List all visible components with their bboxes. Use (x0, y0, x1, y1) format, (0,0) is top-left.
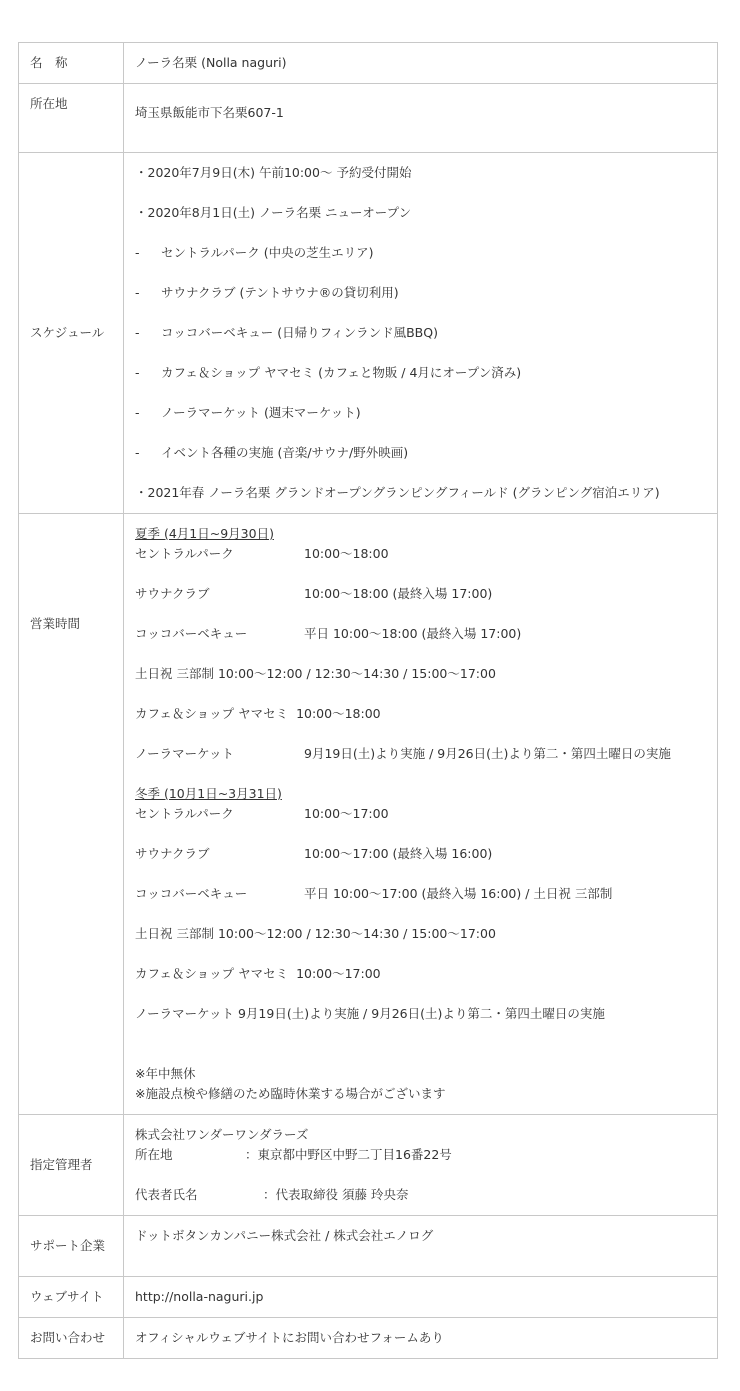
summer-cafe: カフェ＆ショップ ヤマセミ 10:00～18:00 (135, 706, 381, 721)
summer-sauna: サウナクラブ 10:00～18:00 (最終入場 17:00) (135, 586, 493, 601)
summer-central: セントラルパーク 10:00～18:00 (135, 546, 389, 561)
row-name (19, 43, 718, 84)
manager-company: 株式会社ワンダーワンダラーズ (135, 1127, 309, 1142)
value-address: 埼玉県飯能市下名栗607-1 (124, 84, 718, 153)
row-hours (19, 514, 718, 1115)
winter-heading: 冬季 (10月1日~3月31日) (135, 786, 282, 801)
row-address (19, 84, 718, 153)
winter-cafe: カフェ＆ショップ ヤマセミ 10:00～17:00 (135, 966, 381, 981)
row-schedule (19, 153, 718, 514)
schedule-item: ・2020年7月9日(木) 午前10:00～ 予約受付開始 (135, 165, 412, 180)
summer-market: ノーラマーケット 9月19日(土)より実施 / 9月26日(土)より第二・第四土曜日の実施 (135, 746, 671, 761)
schedule-item: - ノーラマーケット (週末マーケット) (135, 405, 361, 420)
manager-representative: 代表者氏名 ：代表取締役 須藤 玲央奈 (135, 1187, 409, 1202)
winter-market: ノーラマーケット 9月19日(土)より実施 / 9月26日(土)より第二・第四土曜日の実施 (135, 1006, 605, 1021)
value-schedule (124, 153, 718, 514)
label-name: 名 称 (19, 43, 124, 84)
schedule-item: - イベント各種の実施 (音楽/サウナ/野外映画) (135, 445, 409, 460)
schedule-item: - セントラルパーク (中央の芝生エリア) (135, 245, 374, 260)
label-hours: 営業時間 (19, 514, 124, 1115)
winter-sauna: サウナクラブ 10:00～17:00 (最終入場 16:00) (135, 846, 493, 861)
row-support (19, 1216, 718, 1277)
schedule-item: ・2021年春 ノーラ名栗 グランドオープングランピングフィールド (グランピング宿泊エリア) (135, 485, 660, 500)
schedule-item: - サウナクラブ (テントサウナ®の貸切利用) (135, 285, 399, 300)
summer-weekend: 土日祝 三部制 10:00～12:00 / 12:30～14:30 / 15:00～17:00 (135, 666, 496, 681)
info-table (18, 42, 718, 1359)
label-website: ウェブサイト (19, 1277, 124, 1318)
value-hours (124, 514, 718, 1115)
label-contact: お問い合わせ (19, 1318, 124, 1359)
winter-bbq: コッコバーベキュー 平日 10:00～17:00 (最終入場 16:00) / 土日祝 三部制 (135, 886, 613, 901)
row-website (19, 1277, 718, 1318)
row-contact (19, 1318, 718, 1359)
winter-central: セントラルパーク 10:00～17:00 (135, 806, 389, 821)
schedule-item: - コッコバーベキュー (日帰りフィンランド風BBQ) (135, 325, 438, 340)
note-open-all-year: ※年中無休 (135, 1066, 196, 1081)
schedule-item: - カフェ＆ショップ ヤマセミ (カフェと物販 / 4月にオープン済み) (135, 365, 522, 380)
schedule-item: ・2020年8月1日(土) ノーラ名栗 ニューオープン (135, 205, 412, 220)
row-manager (19, 1115, 718, 1216)
label-manager: 指定管理者 (19, 1115, 124, 1216)
summer-bbq: コッコバーベキュー 平日 10:00～18:00 (最終入場 17:00) (135, 626, 522, 641)
value-manager (124, 1115, 718, 1216)
note-temporary-closure: ※施設点検や修繕のため臨時休業する場合がございます (135, 1086, 446, 1101)
label-schedule: スケジュール (19, 153, 124, 514)
label-support: サポート企業 (19, 1216, 124, 1277)
summer-heading: 夏季 (4月1日~9月30日) (135, 526, 274, 541)
value-support: ドットボタンカンパニー株式会社 / 株式会社エノログ (124, 1216, 718, 1277)
value-name: ノーラ名栗 (Nolla naguri) (124, 43, 718, 84)
winter-weekend: 土日祝 三部制 10:00～12:00 / 12:30～14:30 / 15:00～17:00 (135, 926, 496, 941)
manager-address: 所在地 ：東京都中野区中野二丁目16番22号 (135, 1147, 452, 1162)
label-address: 所在地 (19, 84, 124, 153)
website-link[interactable]: http://nolla-naguri.jp (124, 1277, 718, 1318)
value-contact: オフィシャルウェブサイトにお問い合わせフォームあり (124, 1318, 718, 1359)
